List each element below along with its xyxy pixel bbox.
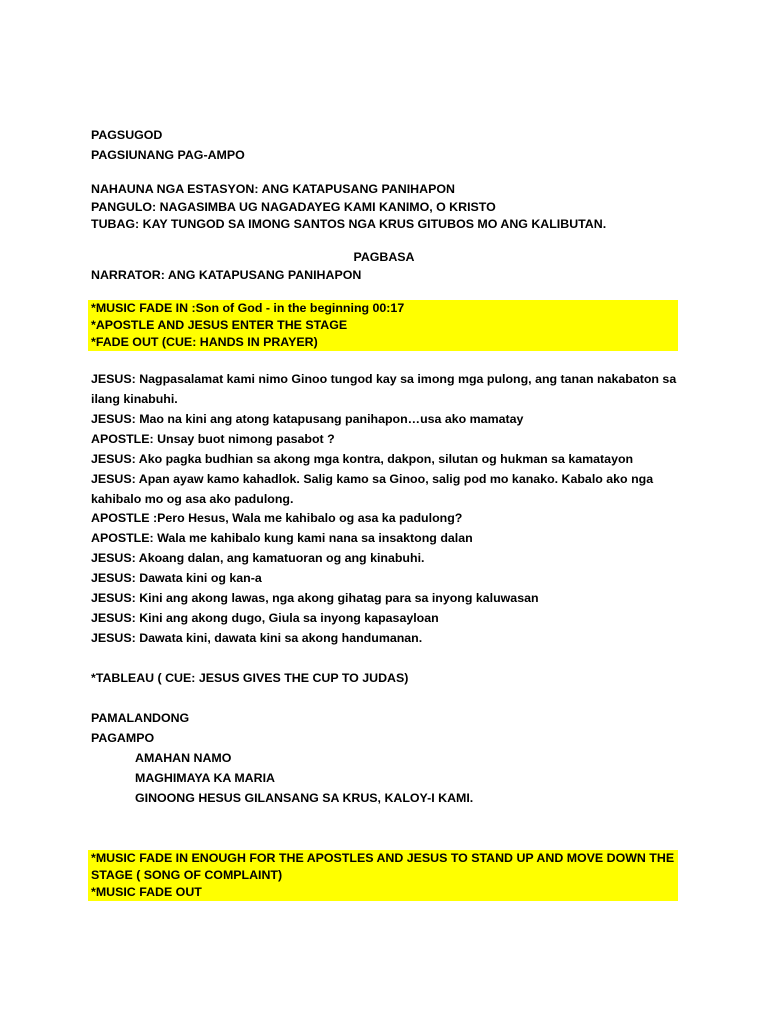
dialogue-line: JESUS: Akoang dalan, ang kamatuoran og ang kinabuhi. [91, 551, 425, 565]
pangulo-line: PANGULO: NAGASIMBA UG NAGADAYEG KAMI KANIMO, O KRISTO [91, 200, 496, 214]
dialogue-line: JESUS: Dawata kini og kan-a [91, 571, 262, 585]
tubag-line: TUBAG: KAY TUNGOD SA IMONG SANTOS NGA KRUS GITUBOS MO ANG KALIBUTAN. [91, 217, 607, 231]
dialogue-line: JESUS: Ako pagka budhian sa akong mga kontra, dakpon, silutan og hukman sa kamatayon [91, 452, 634, 466]
dialogue-line: JESUS: Kini ang akong dugo, Giula sa inyong kapasayloan [91, 611, 439, 625]
dialogue-line: JESUS: Apan ayaw kamo kahadlok. Salig kamo sa Ginoo, salig pod mo kanako. Kabalo ako nga kahibalo mo og asa ako padulong. [91, 472, 654, 506]
fade-cue-line: *FADE OUT (CUE: HANDS IN PRAYER) [91, 335, 318, 349]
pamalandong-heading: PAMALANDONG [91, 711, 190, 725]
fade-cue-line: *MUSIC FADE OUT [91, 885, 202, 899]
music-cue-highlight-1 [88, 300, 678, 351]
section-title-pagsugod: PAGSUGOD [91, 128, 163, 142]
pagampo-heading: PAGAMPO [91, 731, 155, 745]
section-title-pagsiunang-pag-ampo: PAGSIUNANG PAG-AMPO [91, 148, 245, 162]
reading-heading [0, 249, 768, 266]
music-cue-highlight-2 [88, 850, 678, 901]
prayer-item: AMAHAN NAMO [135, 751, 232, 765]
station-title: NAHAUNA NGA ESTASYON: ANG KATAPUSANG PANIHAPON [91, 182, 455, 196]
dialogue-line: APOSTLE: Wala me kahibalo kung kami nana sa insaktong dalan [91, 531, 473, 545]
dialogue-line: APOSTLE: Unsay buot nimong pasabot ? [91, 432, 335, 446]
music-cue-line: *MUSIC FADE IN :Son of God - in the beginning 00:17 [91, 301, 405, 315]
narrator-line: NARRATOR: ANG KATAPUSANG PANIHAPON [91, 268, 362, 282]
tableau-cue: *TABLEAU ( CUE: JESUS GIVES THE CUP TO JUDAS) [91, 671, 409, 685]
dialogue-line: JESUS: Kini ang akong lawas, nga akong gihatag para sa inyong kaluwasan [91, 591, 539, 605]
reading-heading-text: PAGBASA [353, 250, 415, 264]
music-cue-line: *MUSIC FADE IN ENOUGH FOR THE APOSTLES AND JESUS TO STAND UP AND MOVE DOWN THE STAGE ( SONG OF COMPLAINT) [91, 851, 675, 882]
prayer-item: GINOONG HESUS GILANSANG SA KRUS, KALOY-I KAMI. [135, 791, 474, 805]
dialogue-line: JESUS: Mao na kini ang atong katapusang panihapon…usa ako mamatay [91, 412, 524, 426]
dialogue-line: JESUS: Nagpasalamat kami nimo Ginoo tungod kay sa imong mga pulong, ang tanan nakabaton sa ilang kinabuhi. [91, 372, 677, 406]
prayer-item: MAGHIMAYA KA MARIA [135, 771, 275, 785]
dialogue-line: APOSTLE :Pero Hesus, Wala me kahibalo og asa ka padulong? [91, 511, 463, 525]
dialogue-line: JESUS: Dawata kini, dawata kini sa akong handumanan. [91, 631, 423, 645]
stage-cue-line: *APOSTLE AND JESUS ENTER THE STAGE [91, 318, 348, 332]
